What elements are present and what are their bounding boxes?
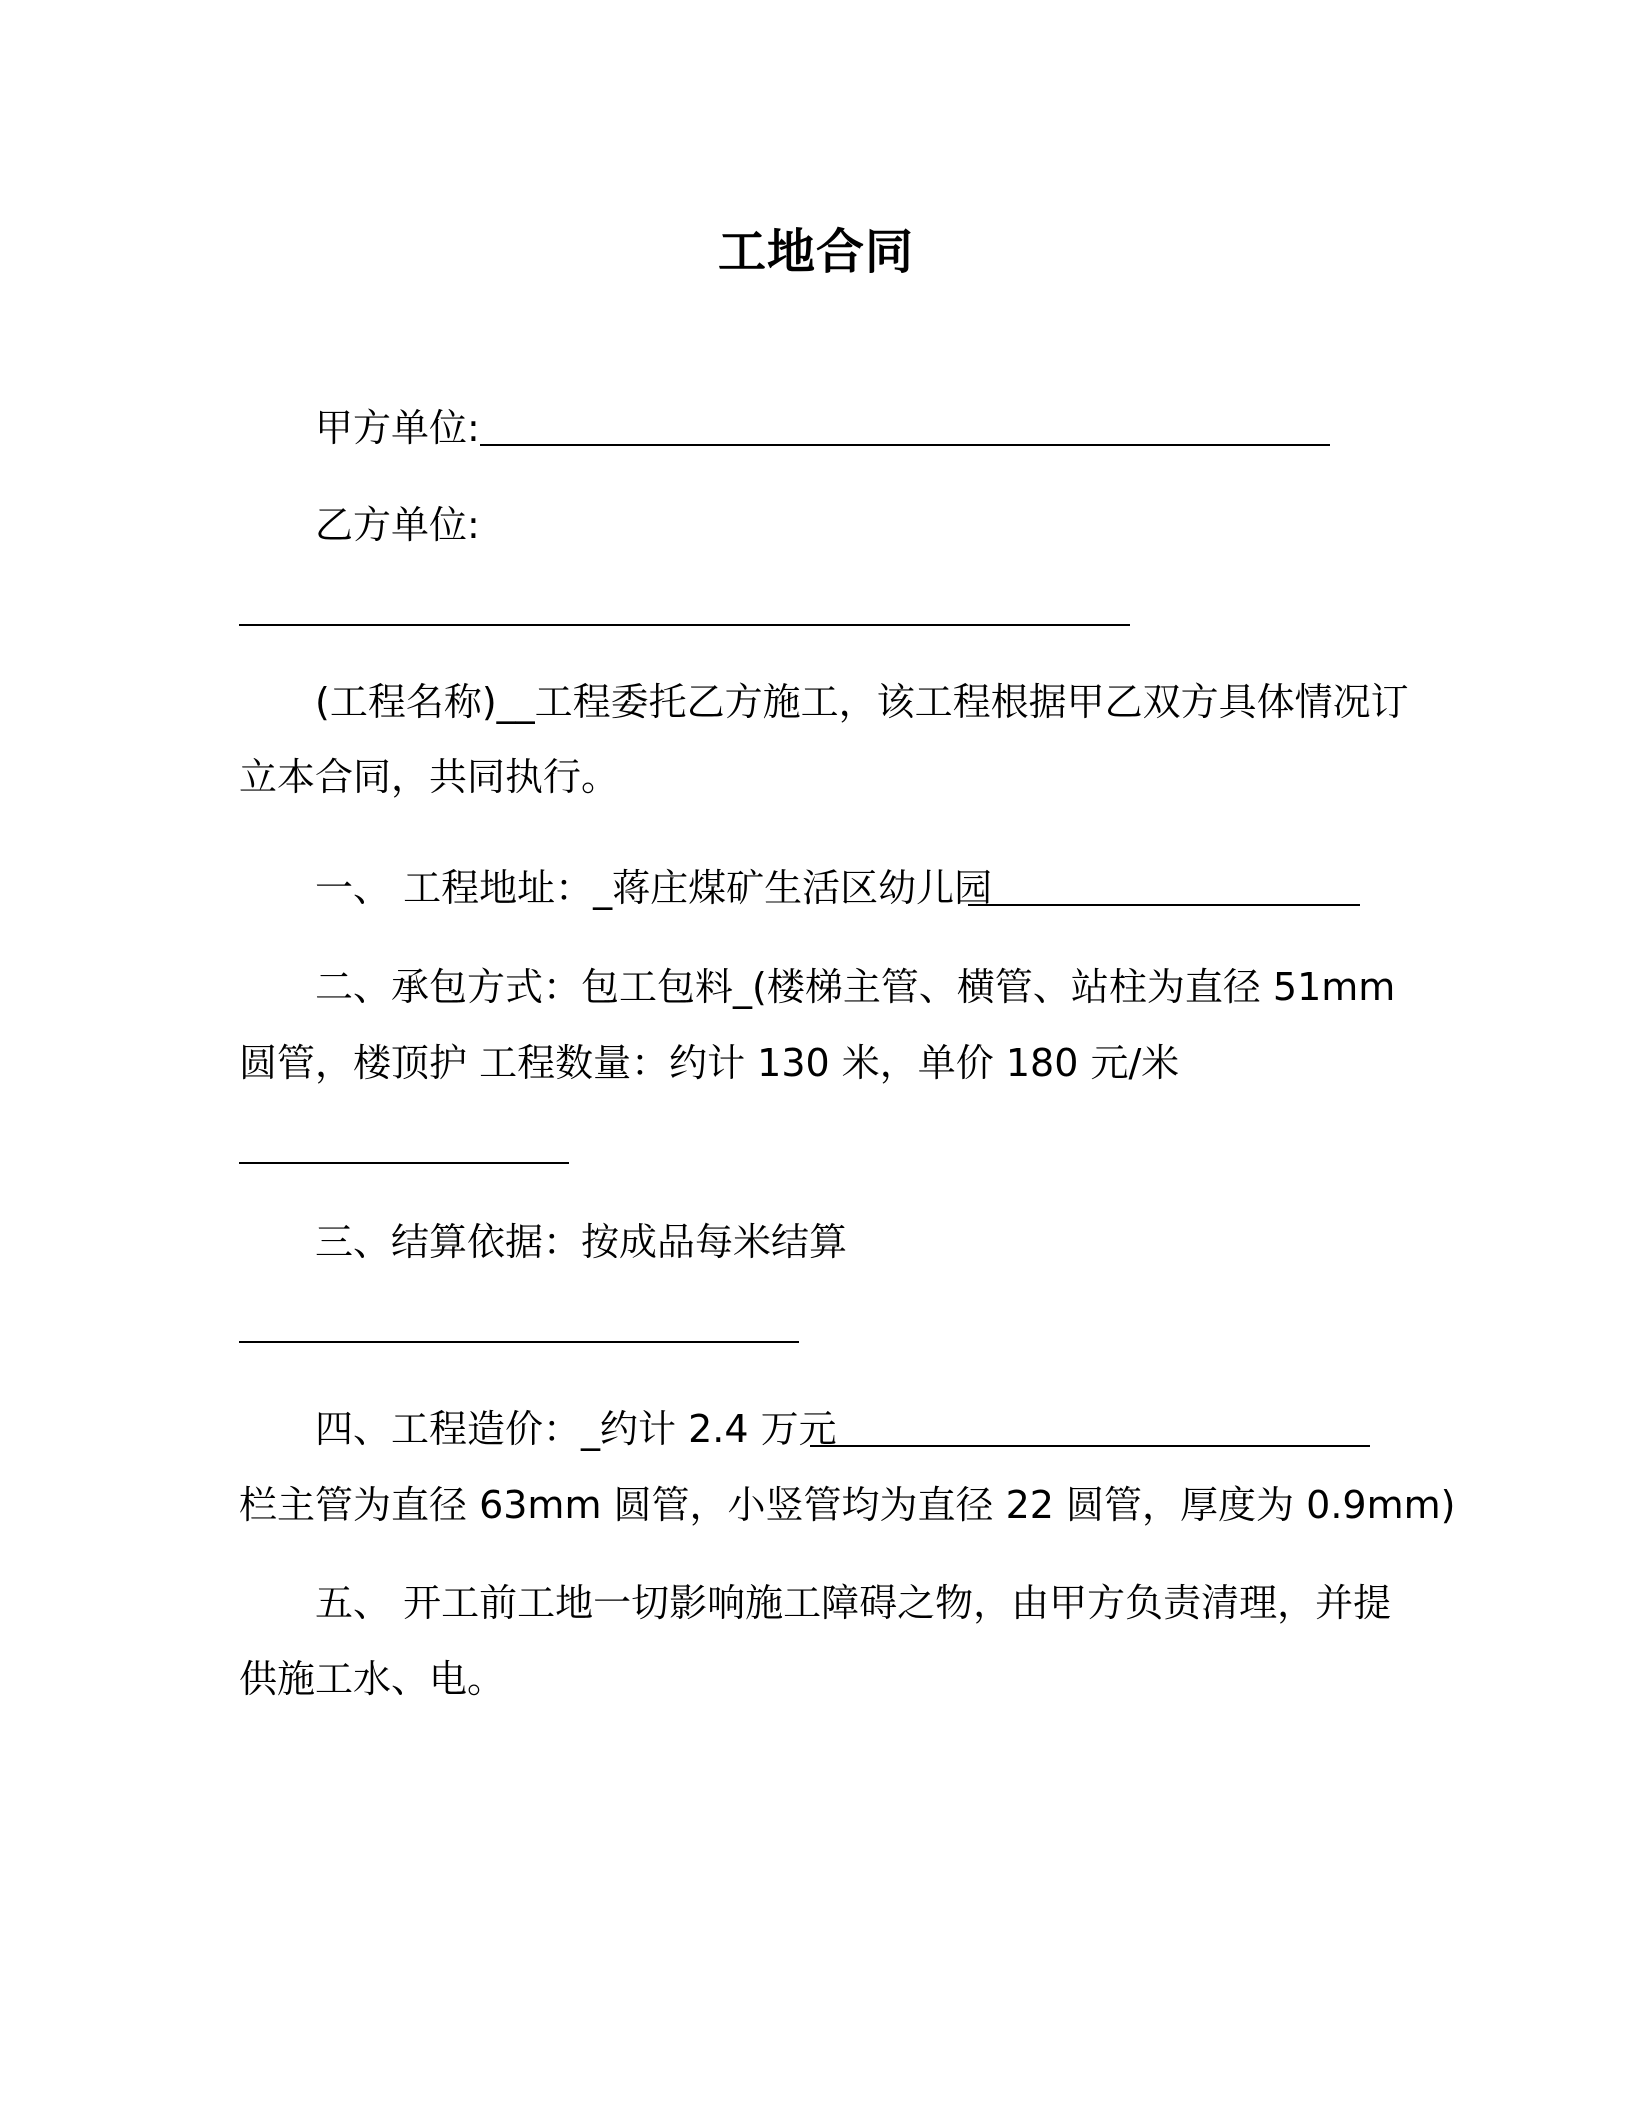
clause-4-blank: [810, 1445, 1370, 1447]
intro-line-1: (工程名称)__工程委托乙方施工，该工程根据甲乙双方具体情况订: [315, 680, 1409, 724]
clause-2-blank: [239, 1162, 569, 1164]
party-b-blank: [239, 624, 1130, 626]
clause-2-line-2: 圆管，楼顶护 工程数量：约计 130 米，单价 180 元/米: [239, 1041, 1180, 1085]
intro-line-2: 立本合同，共同执行。: [239, 755, 620, 799]
clause-1: 一、 工程地址：_蒋庄煤矿生活区幼儿园: [315, 866, 993, 910]
clause-5-line-2: 供施工水、电。: [239, 1657, 506, 1701]
party-b-label: 乙方单位:: [315, 503, 480, 547]
clause-4: 四、工程造价：_约计 2.4 万元: [315, 1407, 837, 1451]
clause-3-blank: [239, 1341, 799, 1343]
clause-1-blank: [968, 904, 1360, 906]
party-a-label: 甲方单位:: [315, 406, 480, 450]
party-a-blank: [480, 444, 1330, 446]
clause-3: 三、结算依据：按成品每米结算: [315, 1220, 848, 1264]
document-title: 工地合同: [717, 224, 914, 280]
clause-5-line-1: 五、 开工前工地一切影响施工障碍之物，由甲方负责清理，并提: [315, 1581, 1392, 1625]
clause-4-line-2: 栏主管为直径 63mm 圆管，小竖管均为直径 22 圆管，厚度为 0.9mm): [239, 1483, 1456, 1527]
clause-2-line-1: 二、承包方式：包工包料_(楼梯主管、横管、站柱为直径 51mm: [315, 965, 1396, 1009]
